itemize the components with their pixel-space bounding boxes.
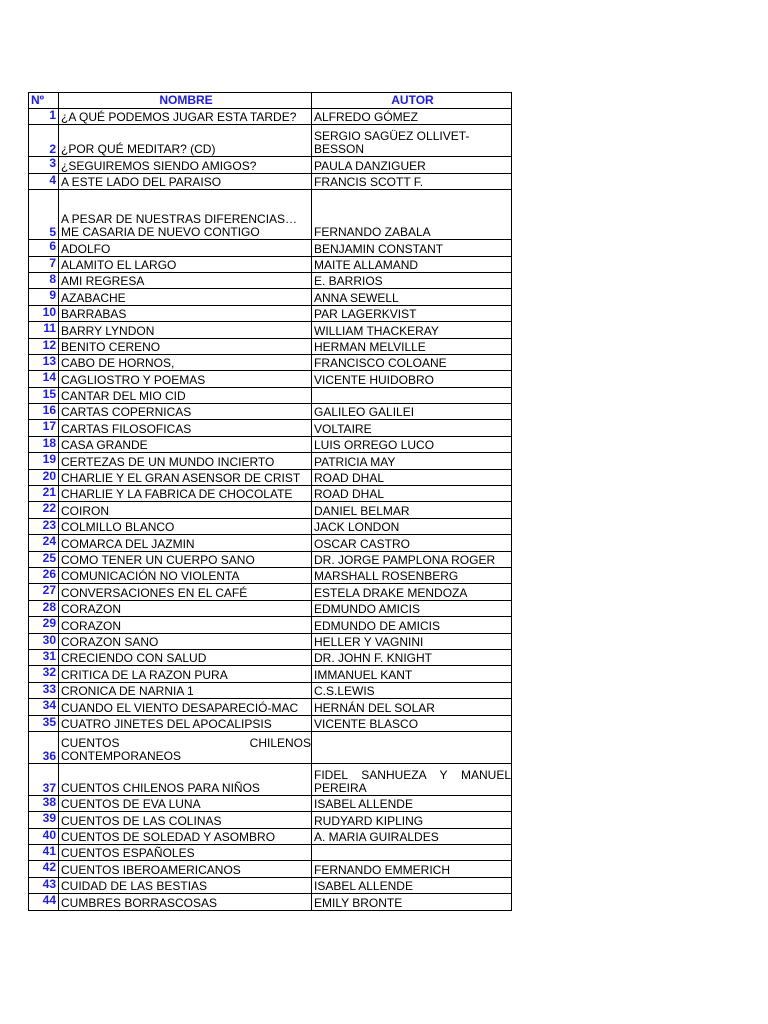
header-name: NOMBRE	[58, 93, 311, 108]
book-title: CUENTOS DE SOLEDAD Y ASOMBRO	[58, 829, 311, 844]
table-row	[28, 634, 512, 650]
book-title: CUMBRES BORRASCOSAS	[58, 894, 311, 909]
book-title: BENITO CERENO	[58, 339, 311, 354]
table-row	[28, 273, 512, 289]
table-row	[28, 796, 512, 812]
book-author: HELLER Y VAGNINI	[311, 634, 512, 649]
table-row	[28, 812, 512, 828]
row-number: 9	[28, 289, 58, 304]
book-author: C.S.LEWIS	[311, 683, 512, 698]
book-title: CUENTOS DE EVA LUNA	[58, 796, 311, 811]
book-title-line: CUENTOS CHILENOS	[61, 735, 311, 750]
table-row	[28, 388, 512, 404]
book-title: ¿A QUÉ PODEMOS JUGAR ESTA TARDE?	[58, 109, 311, 124]
row-number: 11	[28, 322, 58, 337]
book-title: CUENTOS ESPAÑOLES	[58, 845, 311, 860]
row-number: 44	[28, 894, 58, 909]
row-number: 32	[28, 666, 58, 681]
book-title: COMARCA DEL JAZMIN	[58, 535, 311, 550]
row-number: 27	[28, 584, 58, 599]
row-number: 15	[28, 388, 58, 403]
book-title: CABO DE HORNOS,	[58, 355, 311, 370]
header-number: Nº	[28, 93, 58, 108]
book-title: A ESTE LADO DEL PARAISO	[58, 174, 311, 189]
table-row	[28, 568, 512, 584]
book-title: CUATRO JINETES DEL APOCALIPSIS	[58, 716, 311, 731]
book-author: BENJAMIN CONSTANT	[311, 240, 512, 255]
table-row	[28, 552, 512, 568]
book-title: CRONICA DE NARNIA 1	[58, 683, 311, 698]
row-number: 10	[28, 306, 58, 321]
row-number: 2	[28, 125, 58, 156]
table-row	[28, 845, 512, 861]
book-author: LUIS ORREGO LUCO	[311, 437, 512, 452]
row-number: 7	[28, 257, 58, 272]
row-number: 39	[28, 812, 58, 827]
book-title: COLMILLO BLANCO	[58, 519, 311, 534]
table-row	[28, 453, 512, 469]
row-number: 23	[28, 519, 58, 534]
table-row	[28, 829, 512, 845]
row-number: 34	[28, 699, 58, 714]
book-author: MAITE ALLAMAND	[311, 257, 512, 272]
row-number: 28	[28, 601, 58, 616]
book-author: ALFREDO GÓMEZ	[311, 109, 512, 124]
book-title: CUENTOS CHILENOS PARA NIÑOS	[58, 764, 311, 795]
table-row	[28, 190, 512, 240]
table-row	[28, 404, 512, 420]
book-author: WILLIAM THACKERAY	[311, 322, 512, 337]
book-author: HERNÁN DEL SOLAR	[311, 699, 512, 714]
table-row	[28, 157, 512, 173]
row-number: 20	[28, 470, 58, 485]
book-title: CORAZON	[58, 617, 311, 632]
book-author: EDMUNDO AMICIS	[311, 601, 512, 616]
table-row	[28, 584, 512, 600]
row-number: 1	[28, 109, 58, 124]
table-row	[28, 322, 512, 338]
table-header-row	[28, 92, 512, 109]
book-title: CHARLIE Y EL GRAN ASENSOR DE CRIST	[58, 470, 311, 485]
book-author: VOLTAIRE	[311, 420, 512, 435]
table-row	[28, 470, 512, 486]
book-author-line: FIDEL SANHUEZA Y MANUEL	[314, 767, 511, 782]
book-title: COMUNICACIÓN NO VIOLENTA	[58, 568, 311, 583]
table-body	[28, 109, 512, 911]
row-number: 17	[28, 420, 58, 435]
row-number: 41	[28, 845, 58, 860]
table-row	[28, 339, 512, 355]
book-author: OSCAR CASTRO	[311, 535, 512, 550]
book-author: ESTELA DRAKE MENDOZA	[311, 584, 512, 599]
book-title: ALAMITO EL LARGO	[58, 257, 311, 272]
book-title: CUIDAD DE LAS BESTIAS	[58, 878, 311, 893]
book-author: DR. JOHN F. KNIGHT	[311, 650, 512, 665]
book-title: CUANDO EL VIENTO DESAPARECIÓ-MAC	[58, 699, 311, 714]
book-author: VICENTE HUIDOBRO	[311, 371, 512, 386]
table-row	[28, 502, 512, 518]
book-author: EDMUNDO DE AMICIS	[311, 617, 512, 632]
row-number: 8	[28, 273, 58, 288]
book-title: ¿SEGUIREMOS SIENDO AMIGOS?	[58, 157, 311, 172]
book-title: COIRON	[58, 502, 311, 517]
table-row	[28, 174, 512, 190]
book-title: CUENTOS DE LAS COLINAS	[58, 812, 311, 827]
table-row	[28, 355, 512, 371]
table-row	[28, 437, 512, 453]
row-number: 40	[28, 829, 58, 844]
book-title: AZABACHE	[58, 289, 311, 304]
book-author: ROAD DHAL	[311, 470, 512, 485]
table-row	[28, 617, 512, 633]
row-number: 5	[28, 190, 58, 239]
book-title: BARRY LYNDON	[58, 322, 311, 337]
table-row	[28, 109, 512, 125]
book-author: DR. JORGE PAMPLONA ROGER	[311, 552, 512, 567]
row-number: 12	[28, 339, 58, 354]
book-title-line: A PESAR DE NUESTRAS DIFERENCIAS…	[61, 212, 298, 227]
book-author	[311, 764, 512, 795]
row-number: 35	[28, 716, 58, 731]
book-title-line: ME CASARIA DE NUEVO CONTIGO	[61, 225, 260, 240]
row-number: 18	[28, 437, 58, 452]
book-title: CUENTOS IBEROAMERICANOS	[58, 861, 311, 876]
table-row	[28, 240, 512, 256]
row-number: 24	[28, 535, 58, 550]
book-author: E. BARRIOS	[311, 273, 512, 288]
book-author: FRANCISCO COLOANE	[311, 355, 512, 370]
row-number: 42	[28, 861, 58, 876]
table-row	[28, 732, 512, 764]
book-author: ANNA SEWELL	[311, 289, 512, 304]
book-title: ADOLFO	[58, 240, 311, 255]
book-author: ROAD DHAL	[311, 486, 512, 501]
book-author: ISABEL ALLENDE	[311, 878, 512, 893]
header-author: AUTOR	[311, 93, 512, 108]
book-author: DANIEL BELMAR	[311, 502, 512, 517]
book-author: IMMANUEL KANT	[311, 666, 512, 681]
book-title: ¿POR QUÉ MEDITAR? (CD)	[58, 125, 311, 156]
row-number: 38	[28, 796, 58, 811]
row-number: 6	[28, 240, 58, 255]
book-title: CHARLIE Y LA FABRICA DE CHOCOLATE	[58, 486, 311, 501]
row-number: 22	[28, 502, 58, 517]
book-author-line: BESSON	[314, 142, 365, 157]
book-title: COMO TENER UN CUERPO SANO	[58, 552, 311, 567]
book-author: PAULA DANZIGUER	[311, 157, 512, 172]
row-number: 14	[28, 371, 58, 386]
book-author: PAR LAGERKVIST	[311, 306, 512, 321]
book-author: JACK LONDON	[311, 519, 512, 534]
book-author: GALILEO GALILEI	[311, 404, 512, 419]
row-number: 26	[28, 568, 58, 583]
table-row	[28, 125, 512, 157]
book-author: FERNANDO ZABALA	[311, 190, 512, 239]
book-title: BARRABAS	[58, 306, 311, 321]
book-title: CARTAS COPERNICAS	[58, 404, 311, 419]
book-title-line: CONTEMPORANEOS	[61, 748, 182, 763]
book-author: HERMAN MELVILLE	[311, 339, 512, 354]
book-title: CRECIENDO CON SALUD	[58, 650, 311, 665]
book-title	[58, 190, 311, 239]
book-author	[311, 845, 512, 860]
row-number: 37	[28, 764, 58, 795]
row-number: 31	[28, 650, 58, 665]
book-title: CRITICA DE LA RAZON PURA	[58, 666, 311, 681]
table-row	[28, 601, 512, 617]
book-title: CONVERSACIONES EN EL CAFÉ	[58, 584, 311, 599]
book-list-table	[28, 92, 512, 911]
table-row	[28, 257, 512, 273]
table-row	[28, 650, 512, 666]
row-number: 25	[28, 552, 58, 567]
book-title: CORAZON SANO	[58, 634, 311, 649]
row-number: 4	[28, 174, 58, 189]
table-row	[28, 666, 512, 682]
table-row	[28, 683, 512, 699]
book-author	[311, 125, 512, 156]
book-author: PATRICIA MAY	[311, 453, 512, 468]
row-number: 19	[28, 453, 58, 468]
row-number: 21	[28, 486, 58, 501]
book-author: ISABEL ALLENDE	[311, 796, 512, 811]
row-number: 30	[28, 634, 58, 649]
table-row	[28, 519, 512, 535]
book-author: FERNANDO EMMERICH	[311, 861, 512, 876]
table-row	[28, 764, 512, 796]
row-number: 13	[28, 355, 58, 370]
book-author: FRANCIS SCOTT F.	[311, 174, 512, 189]
book-author	[311, 732, 512, 763]
table-row	[28, 486, 512, 502]
table-row	[28, 535, 512, 551]
row-number: 3	[28, 157, 58, 172]
book-title: CERTEZAS DE UN MUNDO INCIERTO	[58, 453, 311, 468]
book-title: CORAZON	[58, 601, 311, 616]
row-number: 16	[28, 404, 58, 419]
table-row	[28, 861, 512, 877]
book-author-line: PEREIRA	[314, 780, 367, 795]
table-row	[28, 420, 512, 436]
book-title: CAGLIOSTRO Y POEMAS	[58, 371, 311, 386]
table-row	[28, 306, 512, 322]
book-author: EMILY BRONTE	[311, 894, 512, 909]
book-title: CARTAS FILOSOFICAS	[58, 420, 311, 435]
table-row	[28, 894, 512, 910]
row-number: 43	[28, 878, 58, 893]
book-title: CASA GRANDE	[58, 437, 311, 452]
table-row	[28, 878, 512, 894]
book-title: CANTAR DEL MIO CID	[58, 388, 311, 403]
row-number: 33	[28, 683, 58, 698]
table-row	[28, 699, 512, 715]
book-author: RUDYARD KIPLING	[311, 812, 512, 827]
table-row	[28, 371, 512, 387]
book-author: VICENTE BLASCO	[311, 716, 512, 731]
book-title	[58, 732, 311, 763]
book-author-line: SERGIO SAGÜEZ OLLIVET-	[314, 129, 470, 144]
table-row	[28, 289, 512, 305]
book-author	[311, 388, 512, 403]
row-number: 29	[28, 617, 58, 632]
book-title: AMI REGRESA	[58, 273, 311, 288]
row-number: 36	[28, 732, 58, 763]
table-row	[28, 716, 512, 732]
book-author: A. MARIA GUIRALDES	[311, 829, 512, 844]
book-author: MARSHALL ROSENBERG	[311, 568, 512, 583]
